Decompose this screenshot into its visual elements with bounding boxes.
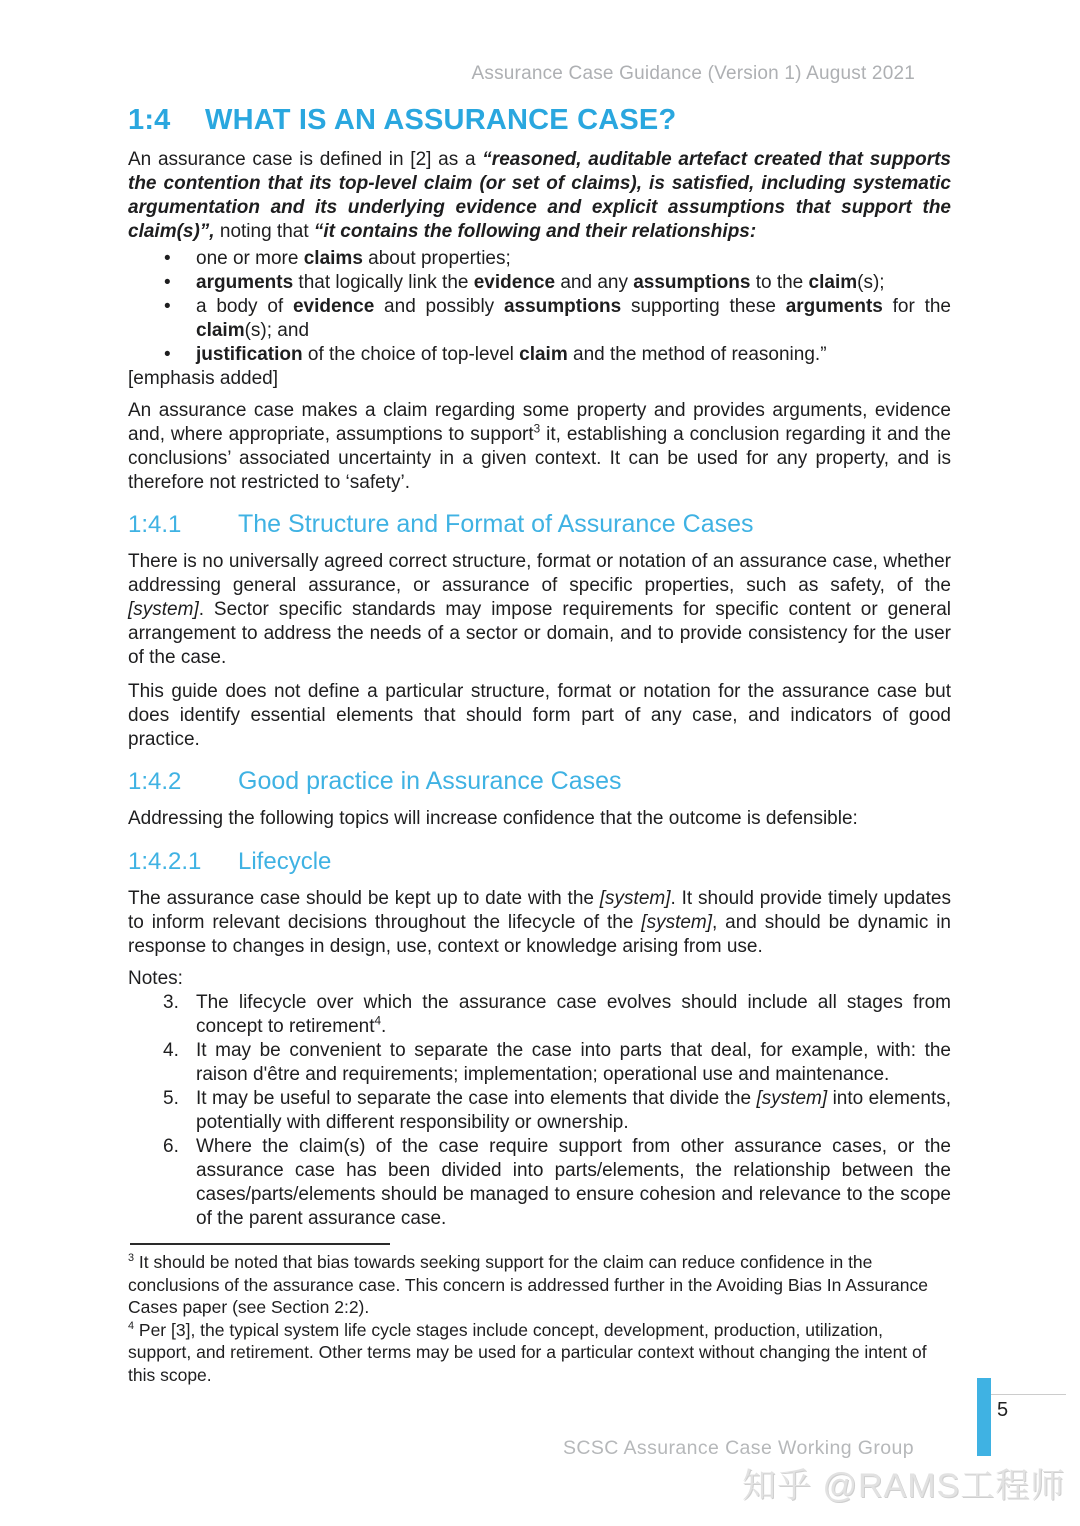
section-number: 1:4.1: [128, 511, 182, 538]
page-number-rule: [991, 1394, 1066, 1395]
watermark: 知乎 @RAMS工程师: [742, 1467, 1066, 1505]
footnote-separator-rule: [130, 1243, 390, 1245]
page-number: 5: [997, 1399, 1009, 1421]
paragraph-structure-1: There is no universally agreed correct structure, format or notation of an assurance case, whether addressing general assurance, or assurance of specific properties, such as safety, of the [system]. Sector specific standards may impose requirements for specific content or general arrangement to address the needs of a sector or domain, and to provide consistency for the user of the case.: [128, 551, 951, 668]
emphasis-note: [emphasis added]: [128, 368, 278, 389]
note-text: Where the claim(s) of the case require support from other assurance cases, or the assurance case has been divided into parts/elements, the relationship between the cases/parts/elements should be managed to ensure cohesion and relevance to the scope of the parent assurance case.: [196, 1136, 951, 1229]
section-number: 1:4.2: [128, 768, 182, 795]
section-heading-1-4-2: [128, 766, 951, 797]
note-number: 6.: [163, 1136, 179, 1157]
section-heading-1-4-2-1: [128, 847, 951, 877]
note-item: [128, 991, 951, 1039]
note-text: The lifecycle over which the assurance case evolves should include all stages from concept to retirement$^4$.: [196, 992, 951, 1037]
note-item: [128, 1087, 951, 1135]
footnote-4: $^4$ Per [3], the typical system life cycle stages include concept, development, production, utilization, support, and retirement. Other terms may be used for a particular context without changing the intent of this scope.: [128, 1319, 927, 1385]
bullet-item: • arguments that logically link the evidence and any assumptions to the claim(s);: [128, 271, 951, 295]
bullet-item: • one or more claims about properties;: [128, 247, 951, 271]
paragraph-good-practice: Addressing the following topics will increase confidence that the outcome is defensible:: [128, 808, 858, 829]
note-text: It may be useful to separate the case into elements that divide the [system] into elements, potentially with different responsibility or ownership.: [196, 1088, 951, 1133]
section-heading-1-4-1: [128, 509, 951, 540]
running-footer: SCSC Assurance Case Working Group: [563, 1437, 914, 1459]
bullet-item: • justification of the choice of top-level claim and the method of reasoning.”: [128, 343, 951, 367]
page-accent-bar: [977, 1378, 991, 1456]
footnote-3: $^3$ It should be noted that bias towards seeking support for the claim can reduce confidence in the conclusions of the assurance case. This concern is addressed further in the Avoiding Bias In Assurance Cases paper (see Section 2:2).: [128, 1252, 928, 1317]
page-content: [128, 0, 951, 1386]
note-number: 3.: [163, 992, 179, 1013]
paragraph-lifecycle: The assurance case should be kept up to date with the [system]. It should provide timely updates to inform relevant decisions throughout the lifecycle of the [system], and should be dynamic in response to changes in design, use, context or knowledge arising from use.: [128, 888, 951, 957]
note-number: 5.: [163, 1088, 179, 1109]
note-item: [128, 1039, 951, 1087]
section-heading-1-4: [128, 102, 951, 138]
bullet-item: • a body of evidence and possibly assumptions supporting these arguments for the claim(s); and: [128, 295, 951, 343]
bullet-list: [128, 247, 951, 367]
section-number: 1:4.2.1: [128, 848, 202, 875]
paragraph-overview: An assurance case makes a claim regarding some property and provides arguments, evidence and, where appropriate, assumptions to support$^3$ it, establishing a conclusion regarding it and the conclusions’ associated uncertainty in a given context. It can be used for any property, and is therefore not restricted to ‘safety’.: [128, 400, 951, 493]
note-item: [128, 1135, 951, 1231]
paragraph-structure-2: This guide does not define a particular structure, format or notation for the assurance case but does identify essential elements that should form part of any case, and indicators of good practice.: [128, 681, 951, 750]
section-title: WHAT IS AN ASSURANCE CASE?: [205, 104, 677, 136]
paragraph-definition: An assurance case is defined in [2] as a “reasoned, auditable artefact created that supports the contention that its top-level claim (or set of claims), is satisfied, including systematic argumentation and its underlying evidence and explicit assumptions that support the claim(s)”, noting that “it contains the following and their relationships:: [128, 149, 951, 242]
notes-label: Notes:: [128, 968, 183, 989]
notes-list: [128, 991, 951, 1231]
note-number: 4.: [163, 1040, 179, 1061]
section-title: Good practice in Assurance Cases: [238, 767, 622, 795]
section-number: 1:4: [128, 104, 171, 136]
section-title: The Structure and Format of Assurance Cases: [238, 510, 754, 538]
section-title: Lifecycle: [238, 848, 332, 875]
note-text: It may be convenient to separate the case into parts that deal, for example, with: the raison d'être and requirements; implementation; operational use and maintenance.: [196, 1040, 951, 1085]
running-header: Assurance Case Guidance (Version 1) August 2021: [471, 63, 915, 84]
